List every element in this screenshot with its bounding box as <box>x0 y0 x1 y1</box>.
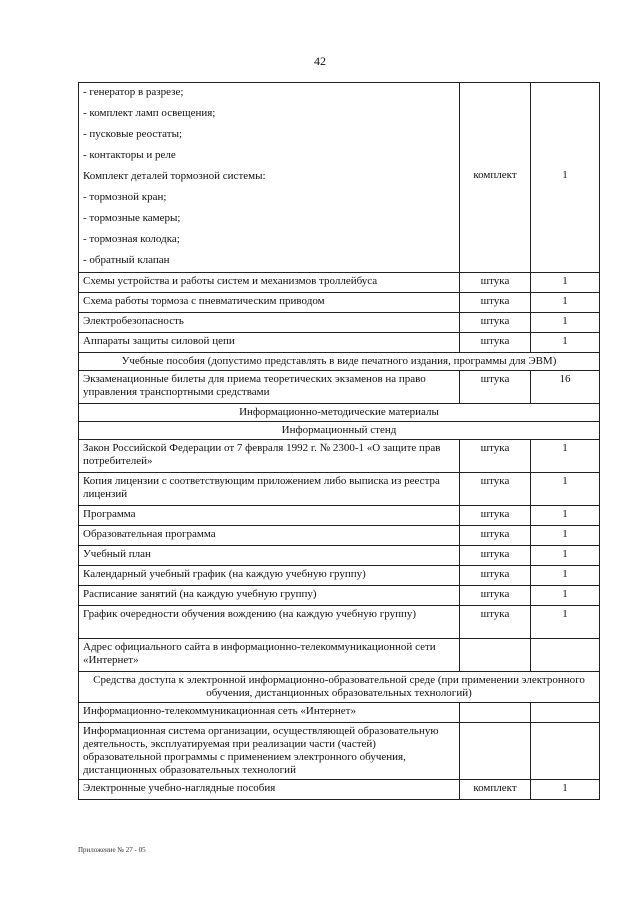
item-unit: штука <box>460 313 531 333</box>
section-e-learning: Средства доступа к электронной информационно-образовательной среде (при применении электронного обучения, дистанционных образовательных технологий) <box>79 672 600 703</box>
item-qty: 1 <box>531 566 600 586</box>
item-qty: 1 <box>531 546 600 566</box>
item-qty: 1 <box>531 780 600 800</box>
item-name: Адрес официального сайта в информационно-телекоммуникационной сети «Интернет» <box>79 639 460 672</box>
table-row <box>79 780 600 800</box>
item-qty: 1 <box>531 473 600 506</box>
item-qty: 1 <box>531 506 600 526</box>
table-row <box>79 333 600 353</box>
table-row <box>79 83 600 105</box>
item-unit <box>460 146 531 167</box>
table-row <box>79 440 600 473</box>
item-name: Электронные учебно-наглядные пособия <box>79 780 460 800</box>
item-unit <box>460 188 531 209</box>
item-unit <box>460 703 531 723</box>
item-name: Образовательная программа <box>79 526 460 546</box>
item-name: Информационно-телекоммуникационная сеть «Интернет» <box>79 703 460 723</box>
item-qty: 1 <box>531 293 600 313</box>
item-qty <box>531 251 600 273</box>
item-unit: штука <box>460 586 531 606</box>
item-name: Календарный учебный график (на каждую учебную группу) <box>79 566 460 586</box>
section-header-row <box>79 353 600 371</box>
table-row <box>79 146 600 167</box>
table-row <box>79 209 600 230</box>
item-name: Экзаменационные билеты для приема теоретических экзаменов на право управления транспортными средствами <box>79 371 460 404</box>
table-row <box>79 506 600 526</box>
table-row <box>79 125 600 146</box>
item-qty <box>531 104 600 125</box>
table-row <box>79 586 600 606</box>
item-name: - генератор в разрезе; <box>79 83 460 105</box>
item-name: Схемы устройства и работы систем и механизмов троллейбуса <box>79 273 460 293</box>
item-qty: 1 <box>531 606 600 639</box>
table-row <box>79 723 600 780</box>
table-row <box>79 639 600 672</box>
item-name: Закон Российской Федерации от 7 февраля 1992 г. № 2300-1 «О защите прав потребителей» <box>79 440 460 473</box>
section-header-row <box>79 672 600 703</box>
item-name: - тормозной кран; <box>79 188 460 209</box>
item-unit <box>460 209 531 230</box>
item-unit: комплект <box>460 167 531 188</box>
item-name: Учебный план <box>79 546 460 566</box>
footer-note: Приложение № 27 - 05 <box>78 846 146 854</box>
item-name: Информационная система организации, осуществляющей образовательную деятельность, эксплуатируемая при реализации части (частей) образовательной программы с применением электронного обучения, дистанционных образовательных технологий <box>79 723 460 780</box>
item-qty: 1 <box>531 313 600 333</box>
item-qty <box>531 188 600 209</box>
item-qty <box>531 146 600 167</box>
item-name: - комплект ламп освещения; <box>79 104 460 125</box>
item-unit <box>460 251 531 273</box>
table-row <box>79 546 600 566</box>
item-qty <box>531 723 600 780</box>
item-qty: 1 <box>531 167 600 188</box>
section-header-row <box>79 422 600 440</box>
item-unit: штука <box>460 371 531 404</box>
item-unit: штука <box>460 273 531 293</box>
table-row <box>79 526 600 546</box>
table-row <box>79 606 600 639</box>
table-row <box>79 273 600 293</box>
item-unit <box>460 83 531 105</box>
item-unit <box>460 104 531 125</box>
item-unit: штука <box>460 473 531 506</box>
item-unit: штука <box>460 440 531 473</box>
item-qty <box>531 83 600 105</box>
item-unit <box>460 723 531 780</box>
table-row <box>79 230 600 251</box>
item-unit: штука <box>460 546 531 566</box>
item-unit <box>460 639 531 672</box>
item-unit: штука <box>460 566 531 586</box>
item-qty <box>531 230 600 251</box>
item-unit: штука <box>460 606 531 639</box>
page-number: 42 <box>314 54 326 68</box>
section-info-stand: Информационный стенд <box>79 422 600 440</box>
item-name: Электробезопасность <box>79 313 460 333</box>
item-unit: штука <box>460 293 531 313</box>
item-name: - контакторы и реле <box>79 146 460 167</box>
item-qty <box>531 125 600 146</box>
item-qty: 1 <box>531 273 600 293</box>
item-unit: штука <box>460 333 531 353</box>
table-row <box>79 251 600 273</box>
item-qty: 1 <box>531 526 600 546</box>
item-name: Копия лицензии с соответствующим приложением либо выписка из реестра лицензий <box>79 473 460 506</box>
section-textbooks: Учебные пособия (допустимо представлять в виде печатного издания, программы для ЭВМ) <box>79 353 600 371</box>
equipment-table <box>78 82 600 800</box>
item-qty: 1 <box>531 586 600 606</box>
item-name: - обратный клапан <box>79 251 460 273</box>
item-name: Комплект деталей тормозной системы: <box>79 167 460 188</box>
item-name: - пусковые реостаты; <box>79 125 460 146</box>
item-qty: 16 <box>531 371 600 404</box>
item-name: Программа <box>79 506 460 526</box>
item-unit: комплект <box>460 780 531 800</box>
item-name: Схема работы тормоза с пневматическим приводом <box>79 293 460 313</box>
item-qty <box>531 703 600 723</box>
table-row <box>79 167 600 188</box>
item-qty: 1 <box>531 440 600 473</box>
table-row <box>79 104 600 125</box>
item-name: - тормозная колодка; <box>79 230 460 251</box>
section-header-row <box>79 404 600 422</box>
item-unit: штука <box>460 526 531 546</box>
item-unit <box>460 230 531 251</box>
item-unit <box>460 125 531 146</box>
table-row <box>79 371 600 404</box>
item-name: Расписание занятий (на каждую учебную группу) <box>79 586 460 606</box>
item-qty <box>531 639 600 672</box>
table-row <box>79 566 600 586</box>
table-row <box>79 188 600 209</box>
item-name: - тормозные камеры; <box>79 209 460 230</box>
table-row <box>79 473 600 506</box>
table-row <box>79 293 600 313</box>
table-row <box>79 313 600 333</box>
item-name: Аппараты защиты силовой цепи <box>79 333 460 353</box>
item-unit: штука <box>460 506 531 526</box>
item-name: График очередности обучения вождению (на каждую учебную группу) <box>79 606 460 639</box>
item-qty <box>531 209 600 230</box>
section-info-materials: Информационно-методические материалы <box>79 404 600 422</box>
table-row <box>79 703 600 723</box>
item-qty: 1 <box>531 333 600 353</box>
